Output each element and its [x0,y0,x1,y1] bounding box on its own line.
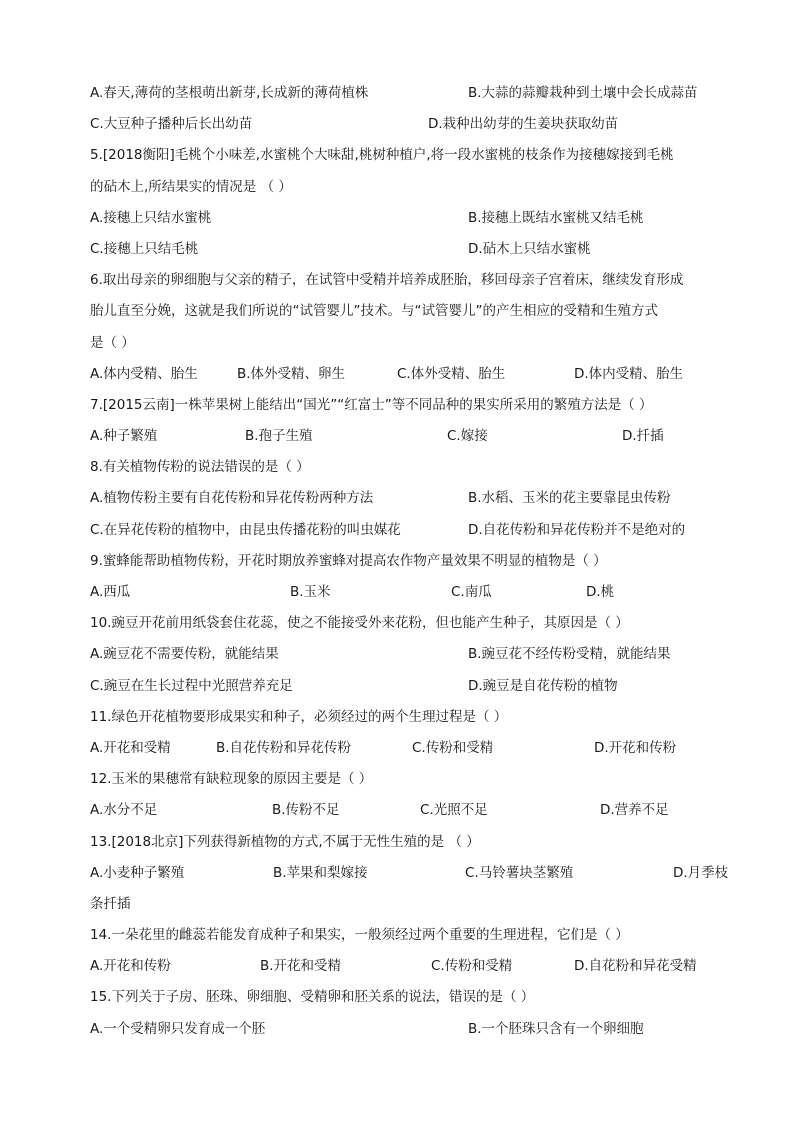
question-stem [90,328,704,359]
stem-text: 7.[2015云南]一株苹果树上能结出“国光”“红富士”等不同品种的果实所采用的繁殖方法是（ ） [90,396,653,413]
option-a: A.开花和受精 [90,739,171,756]
option-a: A.西瓜 [90,584,131,600]
question-stem [90,982,704,1013]
stem-text: 12.玉米的果穗常有缺粒现象的原因主要是（ ） [90,771,373,788]
option-b: D.自花传粉和异花传粉并不是绝对的 [468,521,686,538]
option-b: B.体外受精、卵生 [237,365,346,382]
option-b: B.苹果和梨嫁接 [273,864,368,881]
question-stem [90,140,704,171]
option-a: A.一个受精卵只发育成一个胚 [90,1020,266,1037]
options-row [90,359,704,390]
stem-text: 8.有关植物传粉的说法错误的是（ ） [90,459,310,476]
option-a: A.开花和传粉 [90,958,171,975]
option-b: B.传粉不足 [272,802,340,819]
options-row [90,421,704,452]
option-a: A.小麦种子繁殖 [90,864,185,881]
option-c: C.体外受精、胎生 [397,365,506,382]
option-a: A.接穗上只结水蜜桃 [90,209,212,226]
option-b: B.自花传粉和异花传粉 [216,739,352,756]
option-d: D.体内受精、胎生 [574,365,684,382]
option-c: C.嫁接 [447,428,488,445]
option-c: C.传粉和受精 [431,958,513,975]
question-stem [90,172,704,203]
options-row [90,639,704,670]
option-b: B.豌豆花不经传粉受精，就能结果 [468,646,671,663]
question-stem [90,827,704,858]
option-a: A.植物传粉主要有自花传粉和异花传粉两种方法 [90,490,374,507]
option-b: B.开花和受精 [260,958,342,975]
option-d: D.营养不足 [600,802,669,819]
question-stem [90,608,704,639]
option-a: A.种子繁殖 [90,428,158,445]
options-row [90,733,704,764]
option-b: B.水稻、玉米的花主要靠昆虫传粉 [468,490,671,507]
stem-text: 5.[2018衡阳]毛桃个小味差,水蜜桃个大味甜,桃树种植户,将一段水蜜桃的枝条作为接穗嫁接到毛桃 [90,147,674,164]
question-sheet [90,78,729,1045]
question-stem [90,889,704,920]
option-a: A.豌豆花不需要传粉，就能结果 [90,646,279,663]
option-d: D.扦插 [622,428,664,445]
question-stem [90,764,704,795]
stem-text: 9.蜜蜂能帮助植物传粉，开花时期放养蜜蜂对提高农作物产量效果不明显的植物是（ ） [90,552,607,569]
option-c: C.马铃薯块茎繁殖 [465,864,574,881]
options-row [90,951,704,982]
stem-text: 14.一朵花里的雌蕊若能发育成种子和果实，一般须经过两个重要的生理进程，它们是（ ） [90,927,629,944]
option-b: B.孢子生殖 [245,428,313,445]
option-d: D.桃 [586,584,615,600]
stem-text: 6.取出母亲的卵细胞与父亲的精子，在试管中受精并培养成胚胎，移回母亲子宫着床，继续发育形成 [90,272,684,289]
question-stem [90,452,704,483]
option-b: B.玉米 [290,584,331,600]
options-row [90,577,704,608]
option-a: A.春天,薄荷的茎根萌出新芽,长成新的薄荷植株 [90,85,369,101]
options-row [90,671,704,702]
question-stem [90,390,704,421]
stem-text: 是（ ） [90,334,135,351]
option-b: D.豌豆是自花传粉的植物 [468,677,618,694]
options-row [90,78,704,109]
options-row [90,795,704,826]
options-row [90,515,704,546]
option-a: C.大豆种子播种后长出幼苗 [90,116,253,133]
options-row [90,109,704,140]
option-c: C.南瓜 [451,584,492,600]
stem-text: 11.绿色开花植物要形成果实和种子，必须经过的两个生理过程是（ ） [90,708,508,725]
option-c: C.光照不足 [420,802,488,819]
stem-text: 条扦插 [90,895,131,912]
stem-text: 的砧木上,所结果实的情况是 （ ） [90,178,292,195]
option-d: D.月季枝 [673,864,729,881]
stem-text: 15.下列关于子房、胚珠、卵细胞、受精卵和胚关系的说法，错误的是（ ） [90,989,535,1006]
option-a: C.接穗上只结毛桃 [90,240,199,257]
options-row [90,1014,704,1045]
question-stem [90,265,704,296]
options-row [90,483,704,514]
option-b: D.栽种出幼芽的生姜块获取幼苗 [428,116,619,133]
option-a: C.在异花传粉的植物中，由昆虫传播花粉的叫虫媒花 [90,521,401,538]
option-d: D.开花和传粉 [594,739,677,756]
stem-text: 13.[2018北京]下列获得新植物的方式,不属于无性生殖的是 （ ） [90,833,480,850]
option-b: B.接穗上既结水蜜桃又结毛桃 [468,209,644,226]
option-a: A.体内受精、胎生 [90,365,198,382]
option-d: D.自花粉和异花受精 [574,958,697,975]
options-row [90,234,704,265]
option-b: D.砧木上只结水蜜桃 [468,240,591,257]
stem-text: 胎儿直至分娩，这就是我们所说的“试管婴儿”技术。与“试管婴儿”的产生相应的受精和生殖方式 [90,303,658,320]
question-stem [90,920,704,951]
option-a: A.水分不足 [90,802,158,819]
options-row [90,203,704,234]
question-stem [90,296,704,327]
question-stem [90,702,704,733]
option-b: B.一个胚珠只含有一个卵细胞 [468,1020,644,1037]
stem-text: 10.豌豆开花前用纸袋套住花蕊，使之不能接受外来花粉，但也能产生种子，其原因是（ ） [90,615,629,632]
question-stem [90,546,704,577]
option-a: C.豌豆在生长过程中光照营养充足 [90,677,293,694]
options-row [90,858,729,889]
option-c: C.传粉和受精 [412,739,494,756]
option-b: B.大蒜的蒜瓣栽种到土壤中会长成蒜苗 [468,85,698,101]
